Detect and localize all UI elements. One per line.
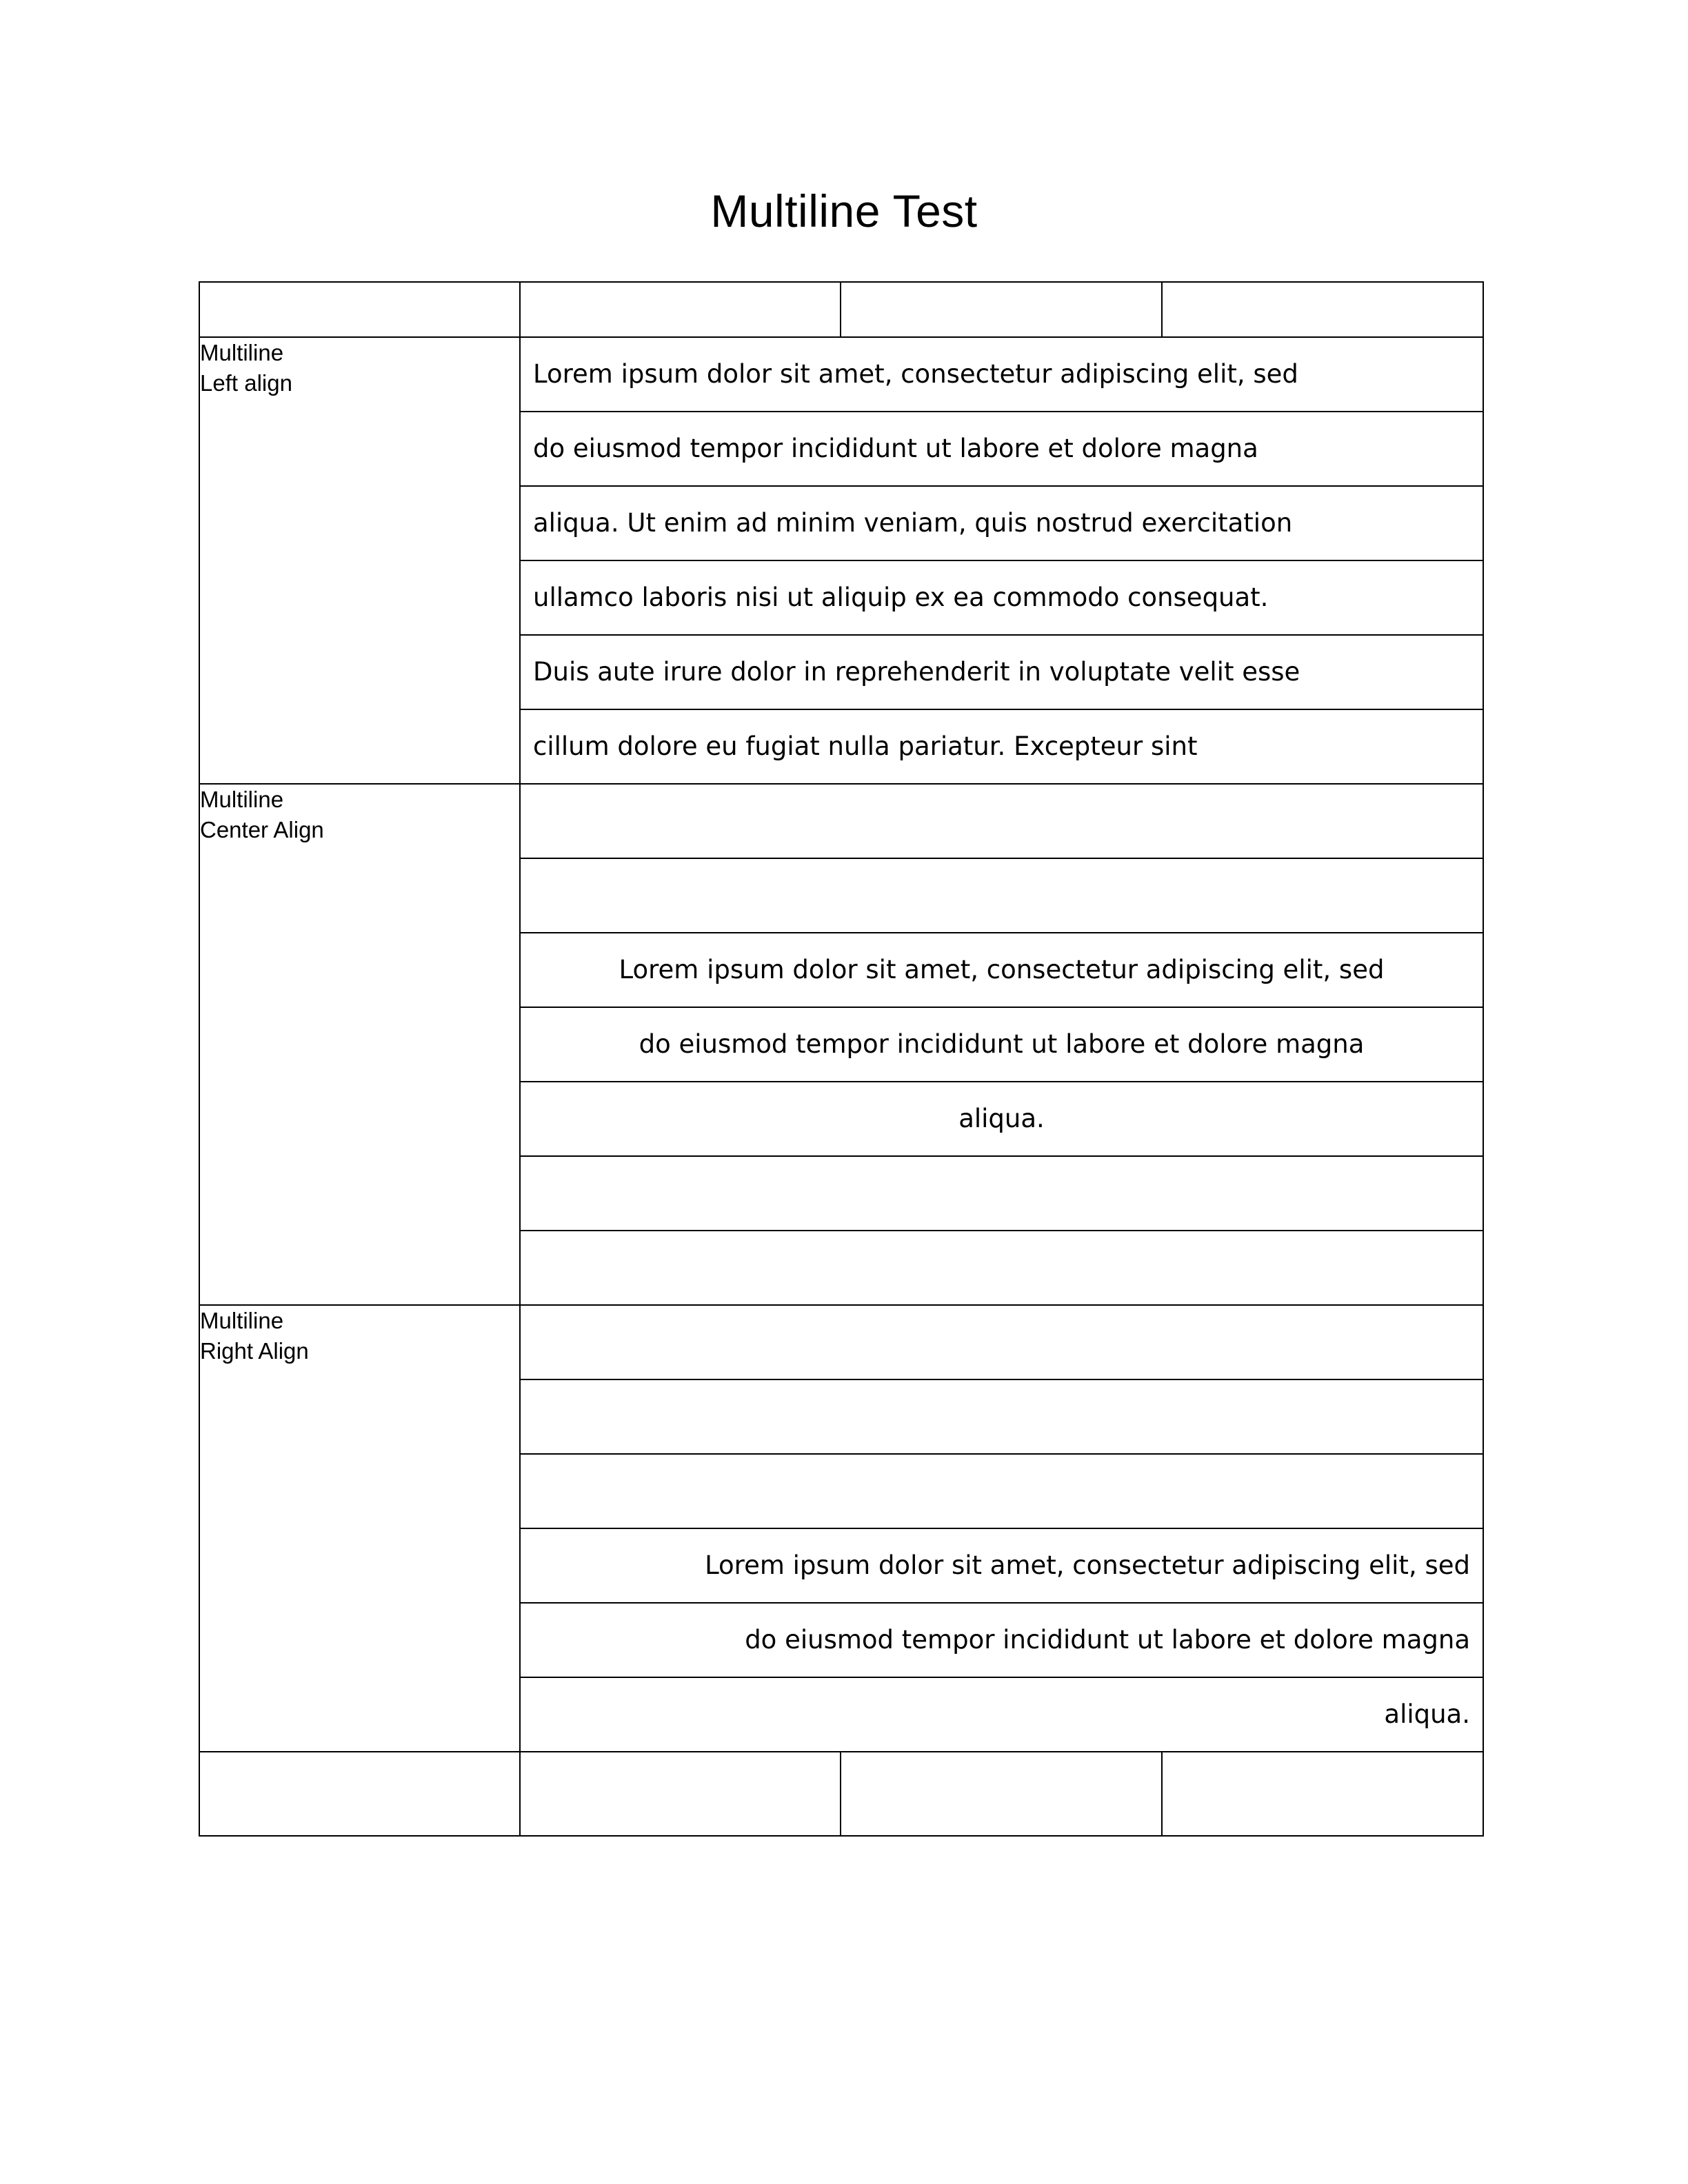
text-line: Lorem ipsum dolor sit amet, consectetur adipiscing elit, sed bbox=[521, 933, 1483, 1007]
multiline-table bbox=[199, 281, 1484, 1837]
table-cell bbox=[1162, 282, 1483, 337]
text-line-row bbox=[521, 1306, 1483, 1379]
table-row-right-align bbox=[199, 1305, 1483, 1752]
row-label-line1: Multiline bbox=[200, 1308, 284, 1333]
text-line: do eiusmod tempor incididunt ut labore et dolore magna bbox=[521, 1603, 1483, 1677]
table-cell bbox=[520, 282, 841, 337]
text-line: cillum dolore eu fugiat nulla pariatur. Excepteur sint bbox=[533, 731, 1198, 761]
table-cell bbox=[520, 1752, 841, 1836]
text-line-row bbox=[521, 486, 1483, 560]
row-label-line2: Center Align bbox=[200, 816, 324, 842]
text-line-row bbox=[521, 560, 1483, 635]
text-line-row bbox=[521, 338, 1483, 412]
text-line: aliqua. bbox=[521, 1082, 1483, 1156]
table-cell bbox=[841, 1752, 1162, 1836]
text-line: do eiusmod tempor incididunt ut labore et dolore magna bbox=[521, 1007, 1483, 1082]
row-label-line2: Right Align bbox=[200, 1337, 309, 1364]
line-block-right bbox=[521, 1306, 1483, 1751]
text-line bbox=[521, 1454, 1483, 1528]
text-line bbox=[521, 858, 1483, 933]
text-line-row bbox=[521, 785, 1483, 858]
text-line-row bbox=[521, 1007, 1483, 1082]
row-content-left bbox=[520, 337, 1483, 784]
text-line-row bbox=[521, 1528, 1483, 1603]
text-line-row bbox=[521, 933, 1483, 1007]
text-line-row bbox=[521, 635, 1483, 709]
text-line: aliqua. bbox=[1384, 1699, 1470, 1729]
text-line-row bbox=[521, 1231, 1483, 1304]
page-title: Multiline Test bbox=[710, 185, 978, 236]
text-line: ullamco laboris nisi ut aliquip ex ea commodo consequat. bbox=[521, 560, 1483, 635]
row-label-line2: Left align bbox=[200, 370, 292, 396]
table-row-footer-blank bbox=[199, 1752, 1483, 1836]
row-label-center bbox=[199, 784, 520, 1305]
row-content-right bbox=[520, 1305, 1483, 1752]
line-block-left bbox=[521, 338, 1483, 783]
text-line bbox=[521, 1306, 1483, 1379]
text-line-row bbox=[521, 1082, 1483, 1156]
row-content-center bbox=[520, 784, 1483, 1305]
text-line-row bbox=[521, 858, 1483, 933]
text-line-row bbox=[521, 412, 1483, 486]
text-line bbox=[521, 1379, 1483, 1454]
table-row-center-align bbox=[199, 784, 1483, 1305]
text-line: do eiusmod tempor incididunt ut labore et dolore magna bbox=[521, 412, 1483, 486]
text-line: Lorem ipsum dolor sit amet, consectetur adipiscing elit, sed bbox=[521, 338, 1483, 412]
text-line-row bbox=[521, 1603, 1483, 1677]
text-line bbox=[521, 785, 1483, 858]
text-line: aliqua. Ut enim ad minim veniam, quis nostrud exercitation bbox=[521, 486, 1483, 560]
text-line-row bbox=[521, 1156, 1483, 1231]
text-line: Duis aute irure dolor in reprehenderit in voluptate velit esse bbox=[521, 635, 1483, 709]
multiline-table-wrapper bbox=[199, 281, 1483, 1837]
row-label-line1: Multiline bbox=[200, 340, 284, 365]
text-line bbox=[521, 1231, 1483, 1304]
text-line bbox=[521, 1156, 1483, 1231]
table-cell bbox=[1162, 1752, 1483, 1836]
table-cell bbox=[841, 282, 1162, 337]
row-label-left bbox=[199, 337, 520, 784]
line-block-center bbox=[521, 785, 1483, 1304]
table-cell bbox=[199, 282, 520, 337]
table-row-left-align bbox=[199, 337, 1483, 784]
text-line-row bbox=[521, 1677, 1483, 1751]
text-line-row bbox=[521, 709, 1483, 783]
text-line: Lorem ipsum dolor sit amet, consectetur adipiscing elit, sed bbox=[521, 1528, 1483, 1603]
row-label-right bbox=[199, 1305, 520, 1752]
text-line-row bbox=[521, 1454, 1483, 1528]
table-row-header-blank bbox=[199, 282, 1483, 337]
table-cell bbox=[199, 1752, 520, 1836]
text-line-row bbox=[521, 1379, 1483, 1454]
row-label-line1: Multiline bbox=[200, 787, 284, 812]
